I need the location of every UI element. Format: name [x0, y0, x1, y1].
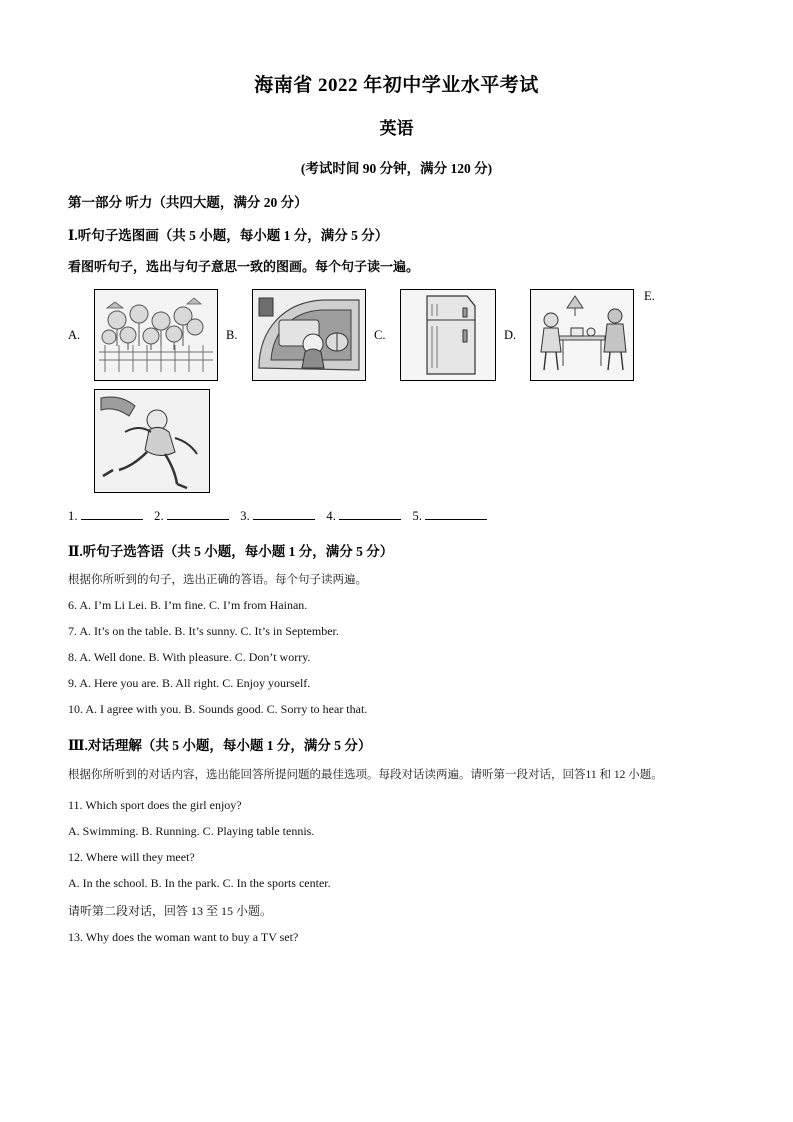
- question-9: 9. A. Here you are. B. All right. C. Enjoy yourself.: [68, 676, 311, 690]
- blank-2-label: 2.: [154, 509, 164, 523]
- answer-blanks-line: [68, 507, 725, 524]
- subject-title: 英语: [379, 119, 414, 138]
- section-1-heading: Ⅰ.听句子选图画（共 5 小题，每小题 1 分，满分 5 分）: [68, 228, 389, 243]
- section-2-heading: Ⅱ.听句子选答语（共 5 小题，每小题 1 分，满分 5 分）: [68, 544, 394, 559]
- blank-3[interactable]: [253, 507, 315, 520]
- picture-label-e-spacer: [68, 434, 94, 449]
- part-one-heading: 第一部分 听力（共四大题，满分 20 分）: [68, 195, 308, 210]
- picture-label-c: C.: [374, 327, 386, 342]
- question-12: 12. Where will they meet?: [68, 849, 195, 864]
- blank-2[interactable]: [167, 507, 229, 520]
- flowers-in-garden-illustration: [94, 289, 218, 381]
- blank-1[interactable]: [81, 507, 143, 520]
- picture-option-e: [68, 389, 210, 493]
- question-10: 10. A. I agree with you. B. Sounds good. C. Sorry to hear that.: [68, 702, 368, 716]
- picture-option-d: [504, 289, 634, 381]
- person-jumping-illustration: [94, 389, 210, 493]
- blank-4-label: 4.: [326, 509, 337, 523]
- picture-option-c: [374, 289, 496, 381]
- exam-info-line: (考试时间 90 分钟，满分 120 分): [300, 161, 493, 176]
- refrigerator-illustration: [400, 289, 496, 381]
- picture-label-a: A.: [68, 327, 81, 342]
- people-at-table-illustration: [530, 289, 634, 381]
- picture-label-b: B.: [226, 327, 238, 342]
- question-7: 7. A. It’s on the table. B. It’s sunny. C. It’s in September.: [68, 624, 339, 638]
- section-1-instruction: 看图听句子，选出与句子意思一致的图画。每个句子读一遍。: [68, 259, 420, 274]
- picture-label-d: D.: [504, 327, 517, 342]
- blank-5[interactable]: [425, 507, 487, 520]
- question-12-options: A. In the school. B. In the park. C. In the sports center.: [68, 875, 331, 890]
- question-6: 6. A. I’m Li Lei. B. I’m fine. C. I’m from Hainan.: [68, 598, 308, 612]
- picture-options-row: [68, 289, 725, 381]
- picture-label-e: E.: [644, 289, 655, 303]
- section-3-instruction: 根据你所听到的对话内容，选出能回答所提问题的最佳选项。每段对话读两遍。请听第一段对话，回答11 和 12 小题。: [68, 769, 663, 781]
- blank-5-label: 5.: [412, 509, 423, 523]
- question-13: 13. Why does the woman want to buy a TV set?: [68, 929, 299, 944]
- section-2-instruction: 根据你所听到的句子，选出正确的答语。每个句子读两遍。: [68, 574, 367, 586]
- question-11: 11. Which sport does the girl enjoy?: [68, 797, 242, 812]
- blank-4[interactable]: [339, 507, 401, 520]
- person-driving-car-illustration: [252, 289, 366, 381]
- dialogue-two-note: 请听第二段对话，回答 13 至 15 小题。: [68, 903, 273, 918]
- question-8: 8. A. Well done. B. With pleasure. C. Don’t worry.: [68, 650, 311, 664]
- question-11-options: A. Swimming. B. Running. C. Playing table tennis.: [68, 823, 315, 838]
- blank-3-label: 3.: [240, 509, 250, 523]
- picture-option-b: [226, 289, 366, 381]
- page-title: 海南省 2022 年初中学业水平考试: [254, 75, 539, 96]
- picture-options-row-2: [68, 389, 725, 493]
- picture-option-e-label-only: [644, 289, 670, 304]
- blank-1-label: 1.: [68, 509, 78, 523]
- picture-option-a: [68, 289, 218, 381]
- section-3-heading: Ⅲ.对话理解（共 5 小题，每小题 1 分，满分 5 分）: [68, 738, 372, 753]
